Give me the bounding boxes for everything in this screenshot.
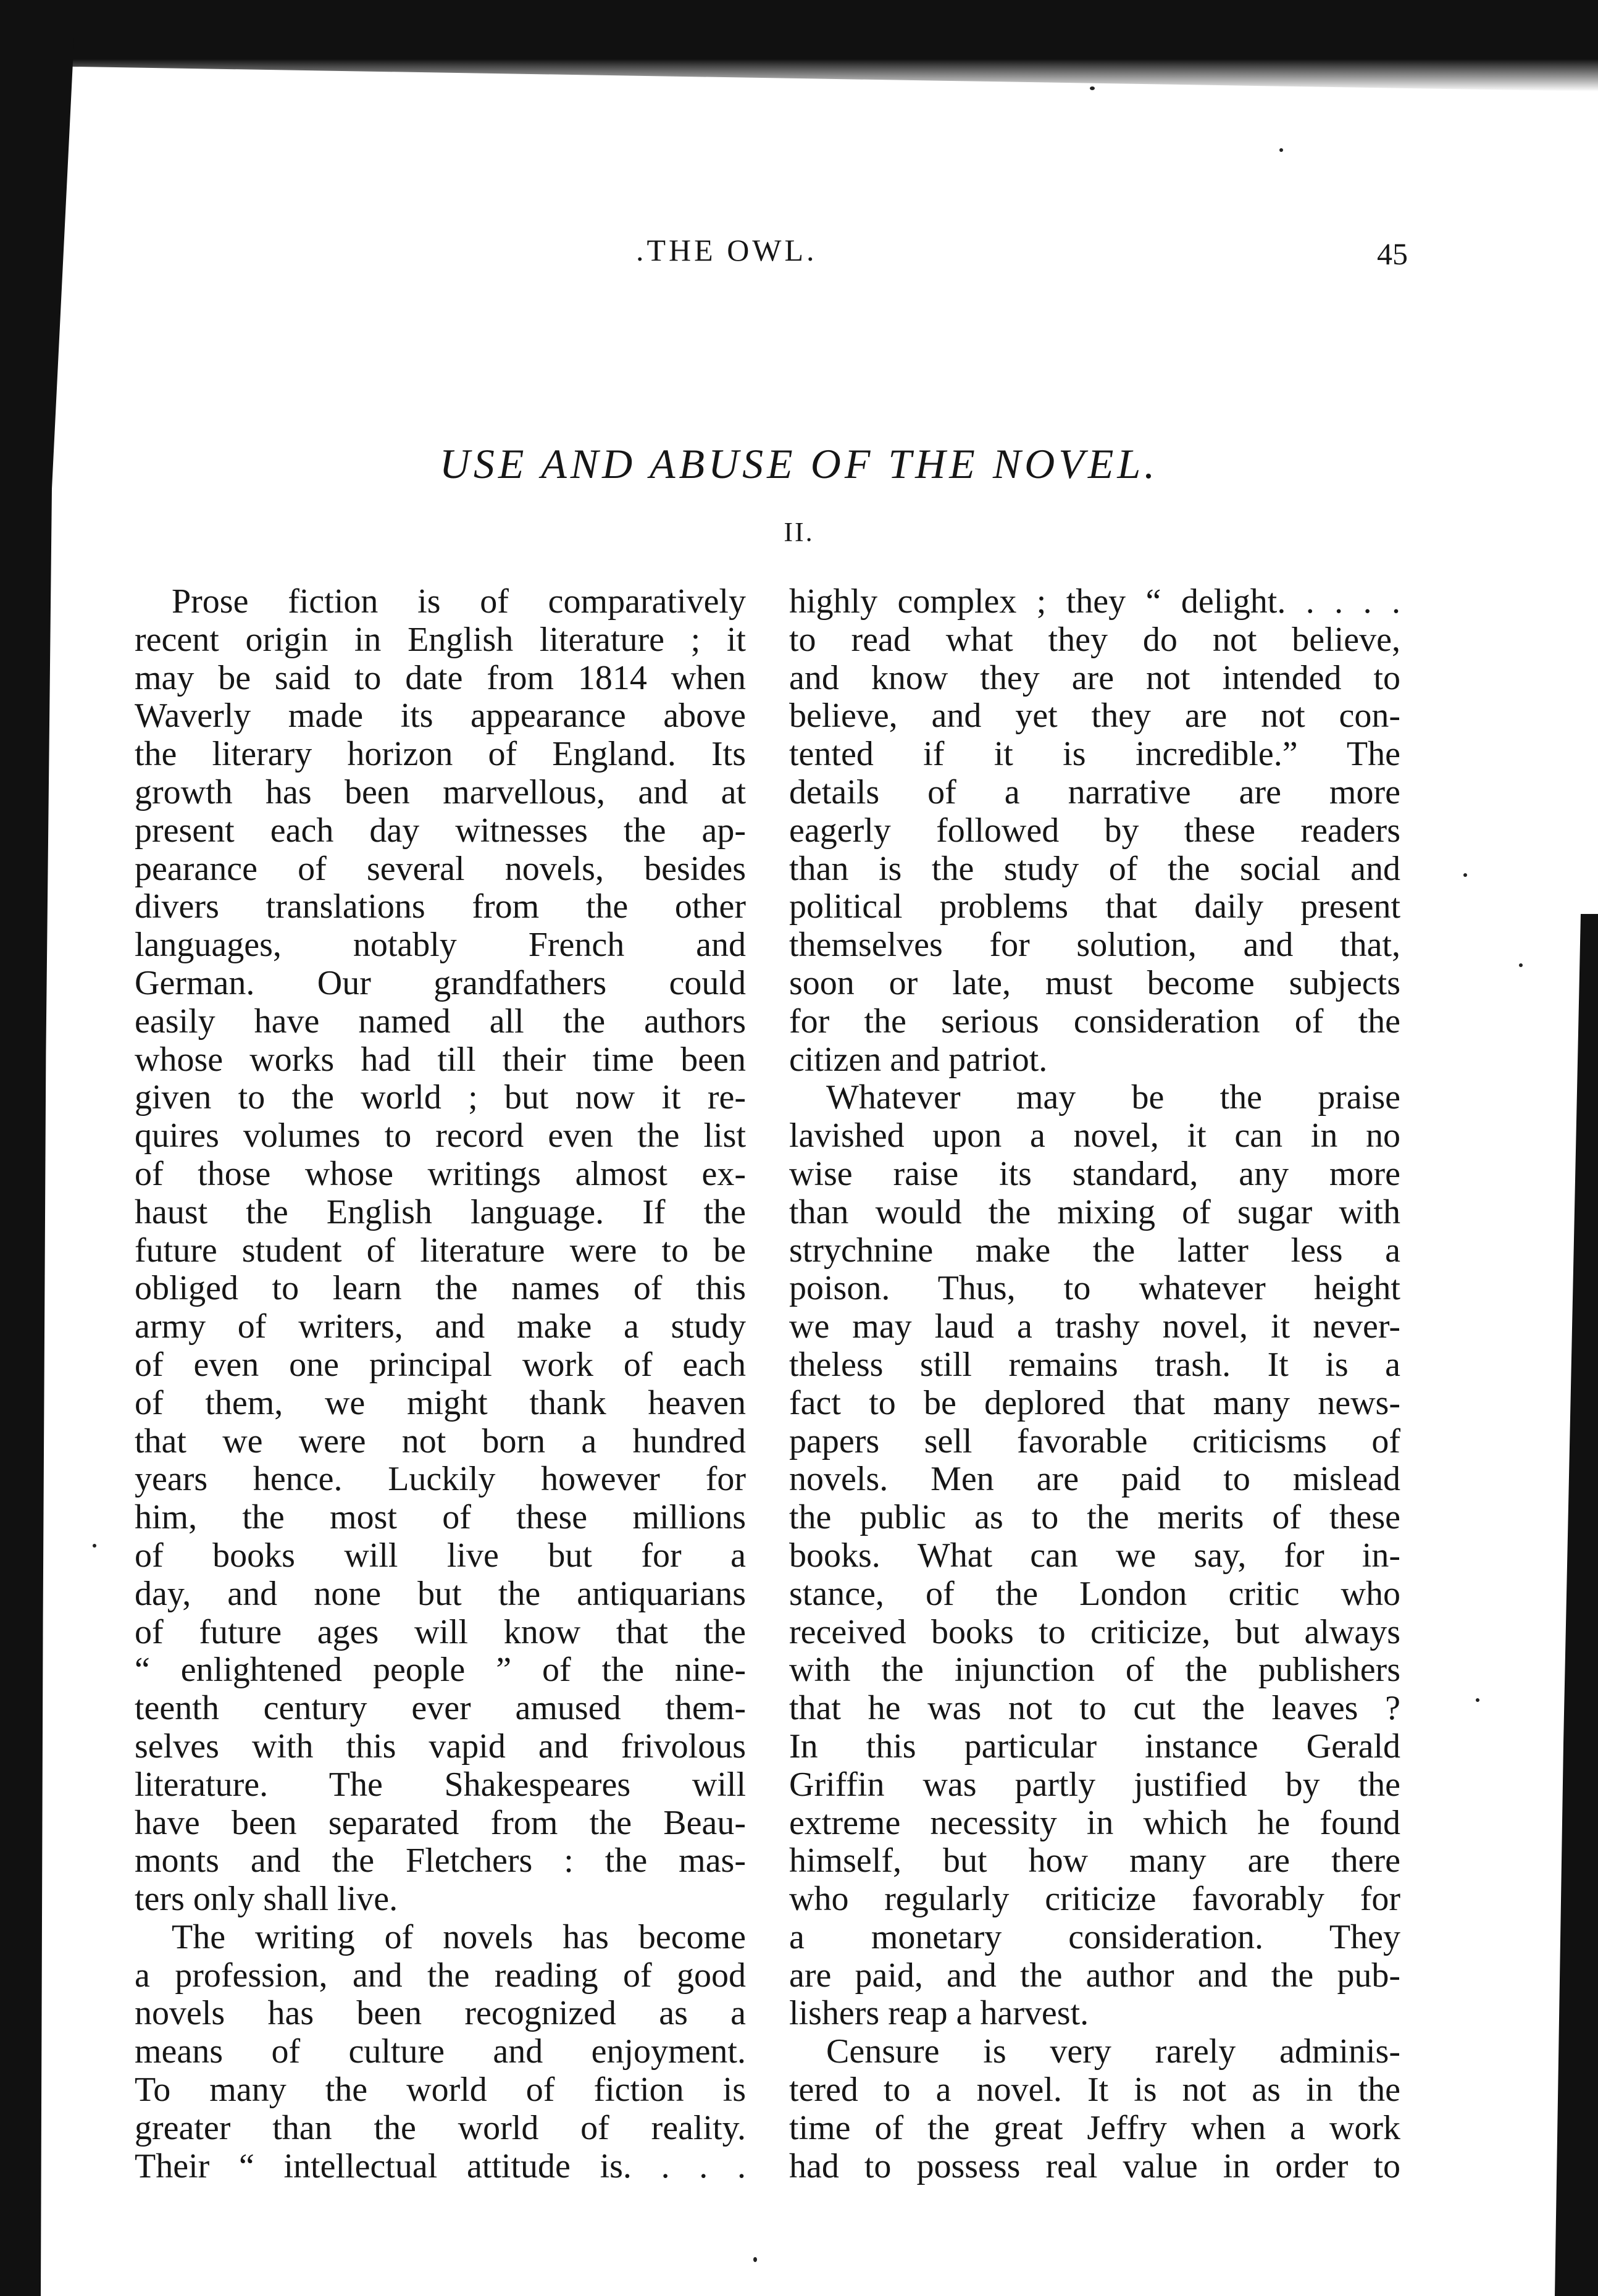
text-line: army of writers, and make a study <box>135 1307 746 1346</box>
text-line: ters only shall live. <box>135 1880 398 1919</box>
text-line: believe, and yet they are not con- <box>789 697 1400 735</box>
text-line: received books to criticize, but always <box>789 1612 1400 1651</box>
text-line: the literary horizon of England. Its <box>135 735 746 774</box>
text-line: of even one principal work of each <box>135 1345 746 1384</box>
text-line: that we were not born a hundred <box>135 1422 746 1460</box>
text-line: whose works had till their time been <box>135 1040 746 1079</box>
page-number: 45 <box>1377 237 1408 271</box>
text-line: strychnine make the latter less a <box>789 1231 1400 1270</box>
scan-speck <box>1090 86 1095 90</box>
text-line: him, the most of these millions <box>135 1498 746 1537</box>
scan-shadow-right <box>1555 914 1598 2296</box>
text-line: themselves for solution, and that, <box>789 926 1400 965</box>
text-line: lavished upon a novel, it can in no <box>789 1117 1400 1155</box>
text-line: papers sell favorable criticisms of <box>789 1422 1400 1460</box>
text-line: we may laud a trashy novel, it never- <box>789 1307 1400 1346</box>
text-line: tered to a novel. It is not as in the <box>789 2071 1400 2110</box>
scan-speck <box>1476 1698 1479 1702</box>
text-line: day, and none but the antiquarians <box>135 1574 746 1613</box>
text-line: details of a narrative are more <box>789 773 1400 811</box>
text-line: present each day witnesses the ap- <box>135 811 746 850</box>
text-line: To many the world of fiction is <box>135 2071 746 2110</box>
text-line: that he was not to cut the leaves ? <box>789 1689 1400 1728</box>
text-line: for the serious consideration of the <box>789 1002 1400 1041</box>
text-line: wise raise its standard, any more <box>789 1154 1400 1193</box>
article-title: USE AND ABUSE OF THE NOVEL. <box>439 440 1159 487</box>
text-line: soon or late, must become subjects <box>789 963 1400 1002</box>
text-line: Prose fiction is of comparatively <box>172 582 746 621</box>
text-line: haust the English language. If the <box>135 1192 746 1231</box>
text-line: time of the great Jeffry when a work <box>789 2108 1400 2147</box>
text-line: eagerly followed by these readers <box>789 811 1400 850</box>
text-line: recent origin in English literature ; it <box>135 620 746 659</box>
text-line: greater than the world of reality. <box>135 2108 746 2147</box>
text-line: easily have named all the authors <box>135 1002 746 1041</box>
text-line: political problems that daily present <box>789 887 1400 926</box>
text-line: may be said to date from 1814 when <box>135 658 746 697</box>
left-text-column <box>135 583 746 2185</box>
scan-speck <box>1463 873 1467 877</box>
text-line: novels. Men are paid to mislead <box>789 1460 1400 1499</box>
text-line: Censure is very rarely adminis- <box>826 2032 1400 2071</box>
text-line: are paid, and the author and the pub- <box>789 1956 1400 1995</box>
text-line: pearance of several novels, besides <box>135 849 746 888</box>
scan-shadow-top <box>0 0 1598 48</box>
text-line: and know they are not intended to <box>789 658 1400 697</box>
text-line: of books will live but for a <box>135 1536 746 1575</box>
text-line: stance, of the London critic who <box>789 1574 1400 1613</box>
text-line: obliged to learn the names of this <box>135 1269 746 1308</box>
scan-speck <box>93 1544 96 1548</box>
text-line: who regularly criticize favorably for <box>789 1880 1400 1919</box>
text-line: monts and the Fletchers : the mas- <box>135 1841 746 1880</box>
text-line: a profession, and the reading of good <box>135 1956 746 1995</box>
text-line: fact to be deplored that many news- <box>789 1383 1400 1422</box>
text-line: extreme necessity in which he found <box>789 1803 1400 1842</box>
page-header <box>636 232 1408 275</box>
text-line: years hence. Luckily however for <box>135 1460 746 1499</box>
text-line: tented if it is incredible.” The <box>789 735 1400 774</box>
text-line: highly complex ; they “ delight. . . . . <box>789 582 1400 621</box>
text-line: than is the study of the social and <box>789 849 1400 888</box>
text-line: of those whose writings almost ex- <box>135 1154 746 1193</box>
scan-shadow-left <box>0 37 74 2296</box>
text-line: divers translations from the other <box>135 887 746 926</box>
text-line: a monetary consideration. They <box>789 1917 1400 1956</box>
text-line: literature. The Shakespeares will <box>135 1765 746 1804</box>
text-line: with the injunction of the publishers <box>789 1651 1400 1690</box>
text-line: to read what they do not believe, <box>789 620 1400 659</box>
text-line: teenth century ever amused them- <box>135 1689 746 1728</box>
text-line: In this particular instance Gerald <box>789 1727 1400 1766</box>
scan-speck <box>1519 963 1523 967</box>
scan-speck <box>753 2257 757 2262</box>
text-line: novels has been recognized as a <box>135 1994 746 2033</box>
text-line: lishers reap a harvest. <box>789 1994 1089 2033</box>
text-line: Their “ intellectual attitude is. . . . <box>135 2147 746 2185</box>
text-line: given to the world ; but now it re- <box>135 1078 746 1117</box>
text-line: German. Our grandfathers could <box>135 963 746 1002</box>
text-line: poison. Thus, to whatever height <box>789 1269 1400 1308</box>
text-line: The writing of novels has become <box>172 1917 746 1956</box>
text-line: Griffin was partly justified by the <box>789 1765 1400 1804</box>
text-line: Waverly made its appearance above <box>135 697 746 735</box>
text-line: future student of literature were to be <box>135 1231 746 1270</box>
text-line: than would the mixing of sugar with <box>789 1192 1400 1231</box>
text-line: “ enlightened people ” of the nine- <box>135 1651 746 1690</box>
text-line: himself, but how many are there <box>789 1841 1400 1880</box>
text-line: selves with this vapid and frivolous <box>135 1727 746 1766</box>
text-line: the public as to the merits of these <box>789 1498 1400 1537</box>
text-line: Whatever may be the praise <box>826 1078 1400 1117</box>
text-line: of them, we might thank heaven <box>135 1383 746 1422</box>
text-line: theless still remains trash. It is a <box>789 1345 1400 1384</box>
text-line: have been separated from the Beau- <box>135 1803 746 1842</box>
scan-speck <box>1279 148 1283 152</box>
text-line: citizen and patriot. <box>789 1040 1048 1079</box>
scan-shadow-top-taper <box>0 48 1598 91</box>
part-number: II. <box>784 517 814 547</box>
text-line: languages, notably French and <box>135 926 746 965</box>
text-line: of future ages will know that the <box>135 1612 746 1651</box>
running-head: .THE OWL. <box>636 233 818 267</box>
text-line: had to possess real value in order to <box>789 2147 1400 2185</box>
right-text-column <box>789 583 1400 2185</box>
text-line: books. What can we say, for in- <box>789 1536 1400 1575</box>
text-line: growth has been marvellous, and at <box>135 773 746 811</box>
text-line: means of culture and enjoyment. <box>135 2032 746 2071</box>
text-line: quires volumes to record even the list <box>135 1117 746 1155</box>
